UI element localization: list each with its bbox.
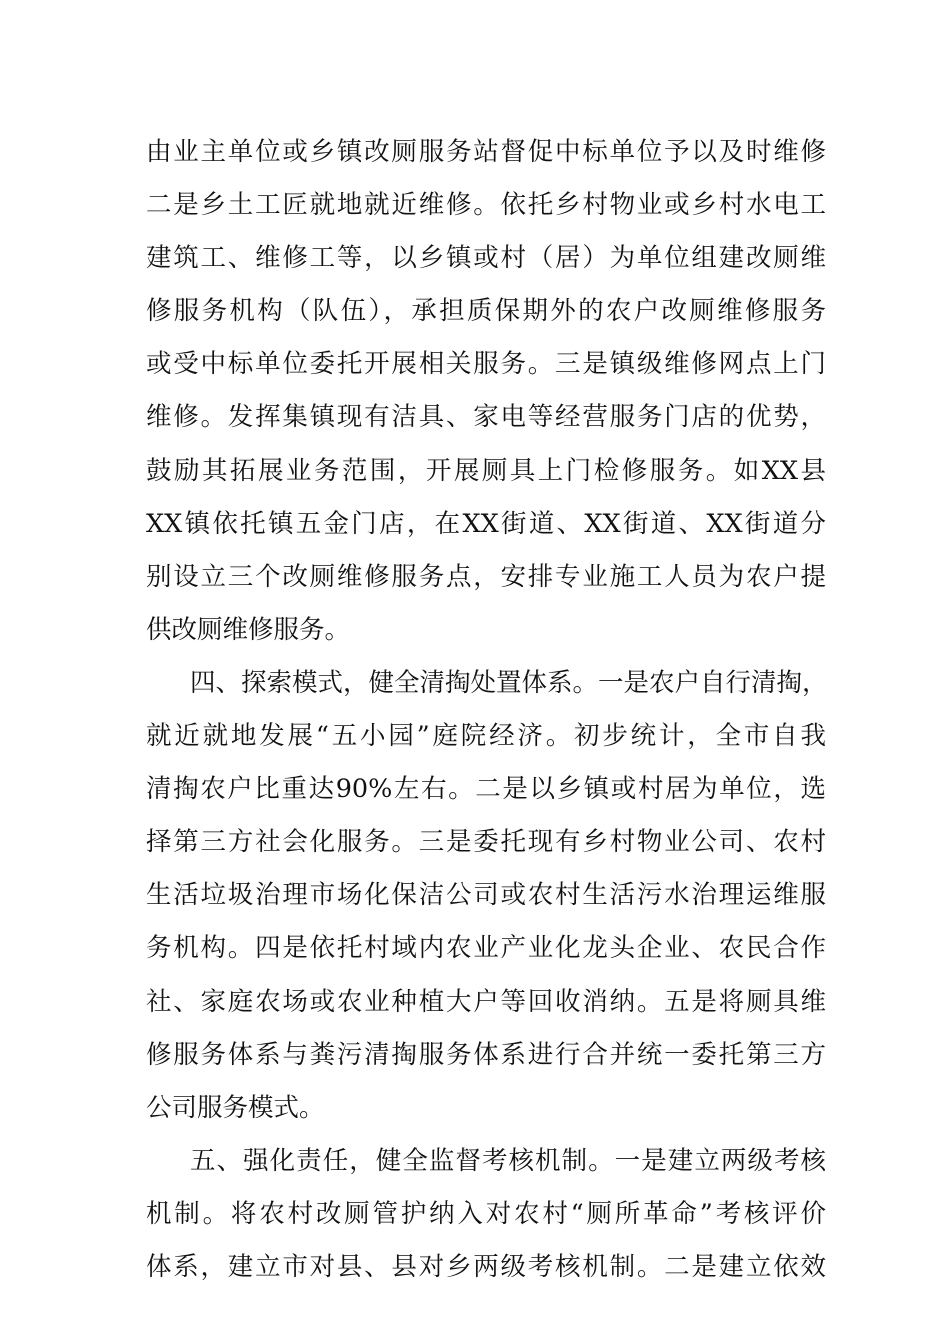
section-heading-line: 五、强化责任，健全监督考核机制。一是建立两级考核: [190, 1145, 826, 1176]
text-line: 由业主单位或乡镇改厕服务站督促中标单位予以及时维修: [146, 137, 826, 167]
text-line: 清掏农户比重达90%左右。二是以乡镇或村居为单位，选: [146, 774, 826, 805]
document-body: [146, 126, 826, 1294]
text-line: XX镇依托镇五金门店，在XX街道、XX街道、XX街道分: [146, 508, 826, 539]
text-line: 维修。发挥集镇现有洁具、家电等经营服务门店的优势，: [146, 402, 826, 433]
section-heading-line: 四、探索模式，健全清掏处置体系。一是农户自行清掏，: [190, 667, 828, 698]
text-line: 或受中标单位委托开展相关服务。三是镇级维修网点上门: [146, 349, 826, 380]
text-line: 供改厕维修服务。: [146, 614, 351, 645]
text-line: 公司服务模式。: [146, 1092, 325, 1123]
text-line: 机制。将农村改厕管护纳入对农村“厕所革命”考核评价: [146, 1198, 826, 1229]
text-line: 就近就地发展“五小园”庭院经济。初步统计，全市自我: [146, 721, 826, 752]
text-line: 二是乡土工匠就地就近维修。依托乡村物业或乡村水电工: [146, 190, 826, 221]
text-line: 社、家庭农场或农业种植大户等回收消纳。五是将厕具维: [146, 986, 826, 1017]
text-line: 体系，建立市对县、县对乡两级考核机制。二是建立依效: [146, 1251, 826, 1282]
text-line: 生活垃圾治理市场化保洁公司或农村生活污水治理运维服: [146, 880, 826, 911]
text-line: 别设立三个改厕维修服务点，安排专业施工人员为农户提: [146, 561, 826, 592]
text-line: 修服务体系与粪污清掏服务体系进行合并统一委托第三方: [146, 1039, 826, 1070]
text-line: 鼓励其拓展业务范围，开展厕具上门检修服务。如XX县: [146, 455, 826, 486]
text-line: 修服务机构（队伍），承担质保期外的农户改厕维修服务: [146, 296, 826, 327]
text-line: 建筑工、维修工等，以乡镇或村（居）为单位组建改厕维: [146, 243, 826, 274]
text-line: 务机构。四是依托村域内农业产业化龙头企业、农民合作: [146, 933, 826, 964]
text-line: 择第三方社会化服务。三是委托现有乡村物业公司、农村: [146, 827, 826, 858]
